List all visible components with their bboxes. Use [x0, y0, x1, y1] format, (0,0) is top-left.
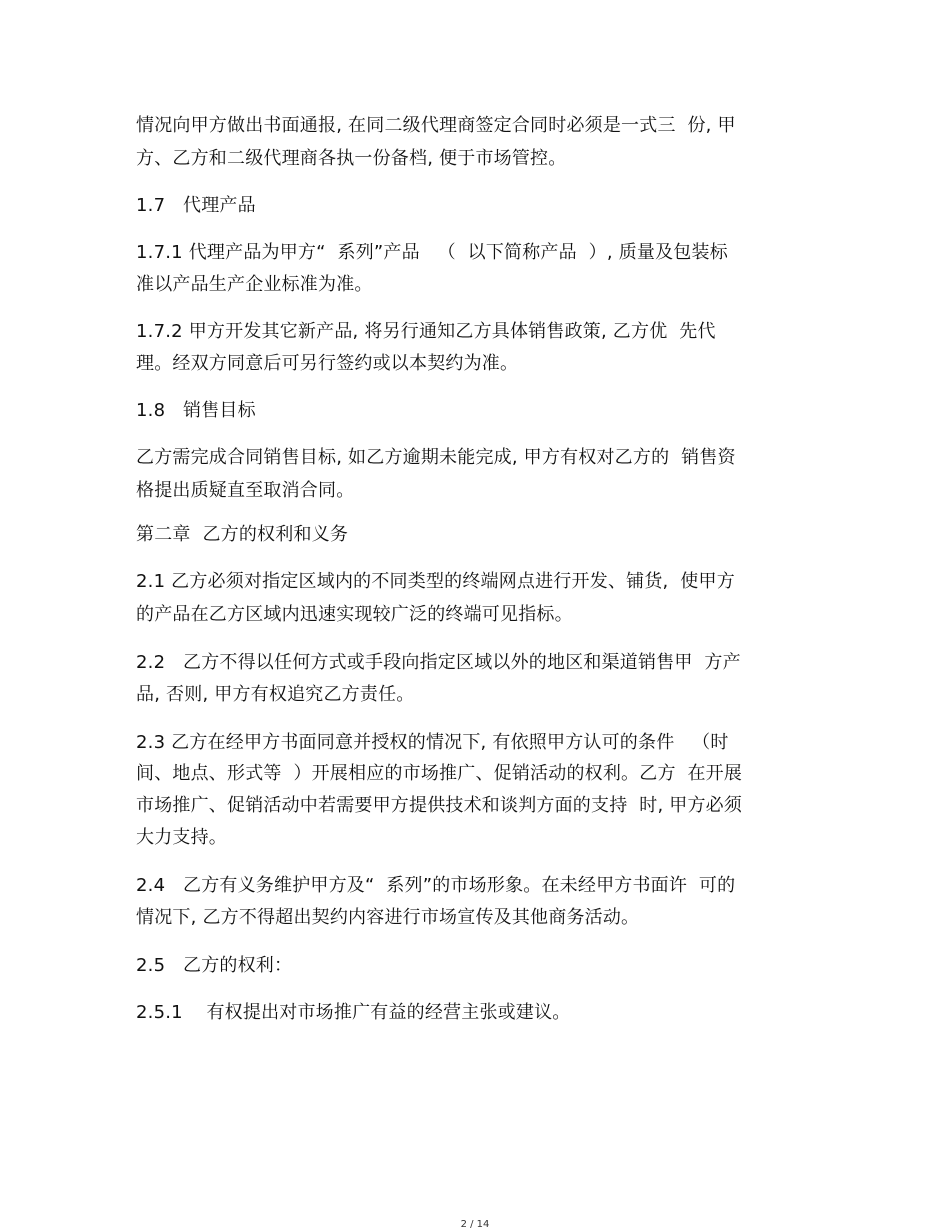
text-line: 准以产品生产企业标准为准。 — [136, 274, 373, 295]
section-heading: 1.7 代理产品 — [136, 195, 256, 216]
text-line: 大力支持。 — [136, 827, 227, 848]
text-line: 方、乙方和二级代理商各执一份备档, 便于市场管控。 — [136, 148, 567, 169]
text-line: 市场推广、促销活动中若需要甲方提供技术和谈判方面的支持 时, 甲方必须 — [136, 795, 743, 816]
text-line: 2.1 乙方必须对指定区域内的不同类型的终端网点进行开发、铺货, 使甲方 — [136, 571, 735, 592]
text-line: 理。经双方同意后可另行签约或以本契约为准。 — [136, 353, 519, 374]
page-number: 2 / 14 — [460, 1219, 490, 1230]
text-line: 2.4 乙方有义务维护甲方及“ 系列”的市场形象。在未经甲方书面许 可的 — [136, 875, 736, 896]
text-line: 品, 否则, 甲方有权追究乙方责任。 — [136, 684, 415, 705]
text-line: 情况下, 乙方不得超出契约内容进行市场宣传及其他商务活动。 — [136, 907, 640, 928]
text-line: 2.5.1 有权提出对市场推广有益的经营主张或建议。 — [136, 1002, 571, 1023]
text-line: 1.7.1 代理产品为甲方“ 系列”产品 （ 以下简称产品 ）, 质量及包装标 — [136, 242, 728, 263]
text-line: 格提出质疑直至取消合同。 — [136, 480, 355, 501]
text-line: 的产品在乙方区域内迅速实现较广泛的终端可见指标。 — [136, 604, 573, 625]
text-line: 乙方需完成合同销售目标, 如乙方逾期未能完成, 甲方有权对乙方的 销售资 — [136, 447, 736, 468]
text-line: 2.3 乙方在经甲方书面同意并授权的情况下, 有依照甲方认可的条件 （时 — [136, 732, 729, 753]
text-line: 1.7.2 甲方开发其它新产品, 将另行通知乙方具体销售政策, 乙方优 先代 — [136, 321, 716, 342]
section-heading: 1.8 销售目标 — [136, 400, 256, 421]
text-line: 2.2 乙方不得以任何方式或手段向指定区域以外的地区和渠道销售甲 方产 — [136, 652, 741, 673]
chapter-heading: 第二章 乙方的权利和义务 — [136, 524, 349, 545]
section-heading: 2.5 乙方的权利： — [136, 955, 293, 976]
text-line: 间、地点、形式等 ）开展相应的市场推广、促销活动的权利。乙方 在开展 — [136, 763, 743, 784]
text-line: 情况向甲方做出书面通报, 在同二级代理商签定合同时必须是一式三 份, 甲 — [136, 115, 736, 136]
